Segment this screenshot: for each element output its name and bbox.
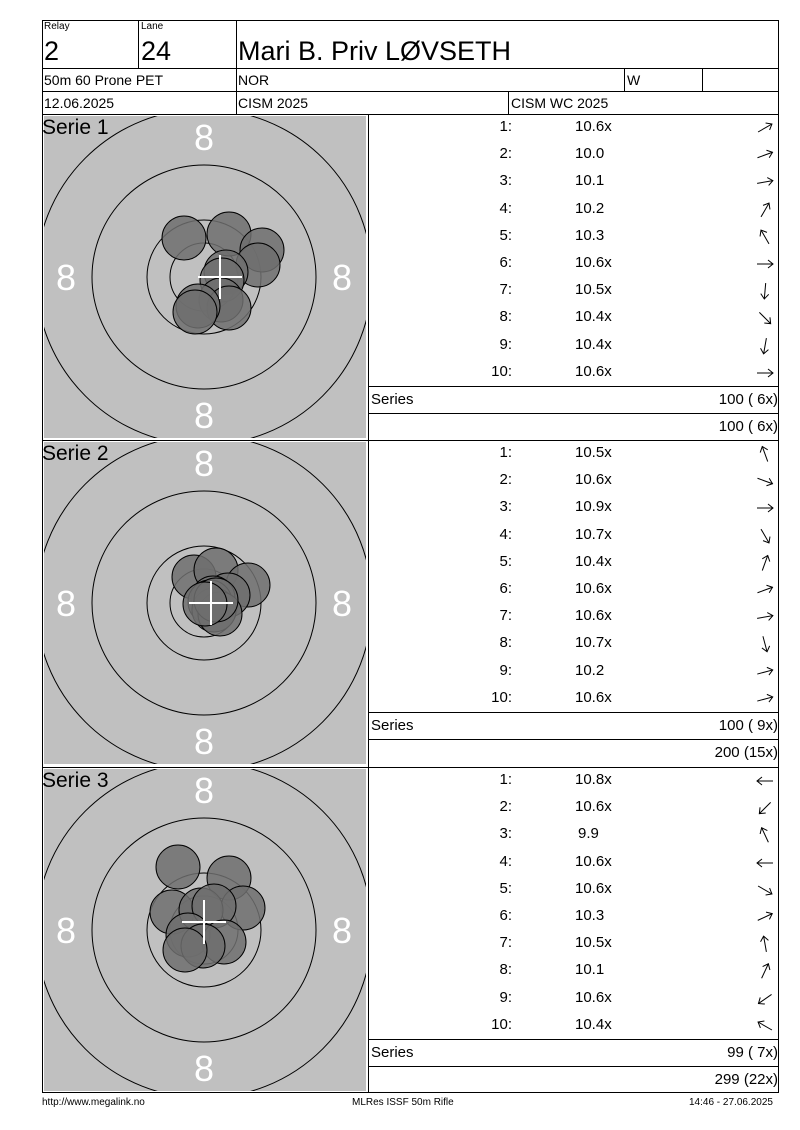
ring-number: 8 xyxy=(193,770,215,811)
shot-hole xyxy=(163,928,207,972)
shot-direction-arrow-icon xyxy=(756,499,774,517)
shot-number: 1: xyxy=(499,771,512,788)
divider xyxy=(368,1039,779,1040)
shot-score: 10.6x xyxy=(575,988,612,1006)
series-total: 100 ( 6x) xyxy=(718,391,778,408)
shot-direction-arrow-icon xyxy=(756,962,774,980)
shot-number: 7: xyxy=(499,607,512,625)
series-row-label: Series xyxy=(371,717,414,734)
shot-number: 10: xyxy=(491,362,512,380)
ring-number: 8 xyxy=(55,257,77,298)
shot-number: 3: xyxy=(499,172,512,190)
running-total: 299 (22x) xyxy=(714,1071,778,1088)
shot-direction-arrow-icon xyxy=(756,527,774,545)
shot-score: 10.6x xyxy=(575,798,612,816)
shot-number: 4: xyxy=(499,199,512,217)
shot-score: 10.6x xyxy=(575,362,612,380)
shot-direction-arrow-icon xyxy=(756,119,774,137)
shot-direction-arrow-icon xyxy=(756,581,774,599)
ring-number: 8 xyxy=(331,910,353,951)
date: 12.06.2025 xyxy=(44,95,115,111)
shot-score: 10.9x xyxy=(575,498,612,516)
series-row-label: Series xyxy=(371,391,414,408)
lane-label: Lane xyxy=(141,21,164,32)
shot-score: 10.6x xyxy=(575,879,612,897)
target-2 xyxy=(44,442,366,762)
shot-direction-arrow-icon xyxy=(756,854,774,872)
footer-software: MLRes ISSF 50m Rifle xyxy=(352,1097,454,1108)
shot-number: 9: xyxy=(499,988,512,1006)
relay-value: 2 xyxy=(44,36,60,66)
shot-direction-arrow-icon xyxy=(756,282,774,300)
running-total: 100 ( 6x) xyxy=(718,418,778,435)
ring-number: 8 xyxy=(193,117,215,158)
shot-number: 3: xyxy=(499,498,512,516)
athlete-name: Mari B. Priv LØVSETH xyxy=(238,36,512,66)
ring-number: 8 xyxy=(193,721,215,762)
competition-name: CISM 2025 xyxy=(238,95,309,111)
footer-timestamp: 14:46 - 27.06.2025 xyxy=(689,1097,773,1108)
divider xyxy=(368,413,779,414)
shot-score: 9.9 xyxy=(578,825,599,843)
shot-score: 10.5x xyxy=(575,934,612,952)
shot-score: 10.7x xyxy=(575,634,612,652)
shot-score: 10.1 xyxy=(575,172,605,190)
shot-number: 5: xyxy=(499,879,512,897)
shot-number: 4: xyxy=(499,525,512,543)
shot-direction-arrow-icon xyxy=(756,1017,774,1035)
shot-direction-arrow-icon xyxy=(756,881,774,899)
shot-score: 10.2 xyxy=(575,199,605,217)
shot-number: 5: xyxy=(499,226,512,244)
gender: W xyxy=(627,72,641,88)
shot-direction-arrow-icon xyxy=(756,309,774,327)
ring-number: 8 xyxy=(193,1048,215,1089)
shot-number: 2: xyxy=(499,145,512,163)
shot-score: 10.2 xyxy=(575,661,605,679)
shot-direction-arrow-icon xyxy=(756,228,774,246)
divider xyxy=(368,739,779,740)
shot-number: 6: xyxy=(499,254,512,271)
shot-number: 2: xyxy=(499,798,512,816)
relay-label: Relay xyxy=(44,21,70,32)
running-total: 200 (15x) xyxy=(714,744,778,761)
nation: NOR xyxy=(238,72,270,88)
target-face xyxy=(44,769,366,1091)
shot-score: 10.4x xyxy=(575,335,612,353)
ring-number: 8 xyxy=(193,395,215,436)
shot-direction-arrow-icon xyxy=(756,799,774,817)
shot-score: 10.3 xyxy=(575,907,605,924)
divider xyxy=(42,767,779,768)
shot-score: 10.3 xyxy=(575,226,605,244)
shot-number: 5: xyxy=(499,552,512,570)
shot-number: 6: xyxy=(499,580,512,597)
shot-direction-arrow-icon xyxy=(756,935,774,953)
ring-number: 8 xyxy=(193,443,215,484)
shot-number: 10: xyxy=(491,1015,512,1033)
shot-score: 10.6x xyxy=(575,688,612,706)
target-face xyxy=(44,116,366,438)
shot-number: 1: xyxy=(499,444,512,461)
shot-score: 10.8x xyxy=(575,771,612,788)
match-name: CISM WC 2025 xyxy=(511,95,609,111)
shot-number: 3: xyxy=(499,825,512,843)
shot-hole xyxy=(173,290,217,334)
shot-number: 1: xyxy=(499,118,512,135)
shot-hole xyxy=(162,216,206,260)
shot-direction-arrow-icon xyxy=(756,146,774,164)
target-1 xyxy=(44,116,366,436)
divider xyxy=(368,1066,779,1067)
ring-number: 8 xyxy=(331,583,353,624)
target-face xyxy=(44,442,366,764)
series-total: 100 ( 9x) xyxy=(718,717,778,734)
divider xyxy=(138,20,139,68)
shot-score: 10.1 xyxy=(575,961,605,979)
shot-direction-arrow-icon xyxy=(756,772,774,790)
shot-direction-arrow-icon xyxy=(756,173,774,191)
lane-value: 24 xyxy=(141,36,172,66)
shot-direction-arrow-icon xyxy=(756,337,774,355)
divider xyxy=(702,68,703,91)
divider xyxy=(42,91,779,92)
divider xyxy=(42,440,779,441)
shot-number: 8: xyxy=(499,634,512,652)
divider xyxy=(42,68,779,69)
ring-number: 8 xyxy=(331,257,353,298)
divider xyxy=(368,712,779,713)
shot-score: 10.6x xyxy=(575,852,612,870)
divider xyxy=(236,20,237,114)
shot-score: 10.5x xyxy=(575,444,612,461)
series-row-label: Series xyxy=(371,1044,414,1061)
shot-score: 10.4x xyxy=(575,308,612,326)
divider xyxy=(42,114,779,115)
shot-direction-arrow-icon xyxy=(756,690,774,708)
shot-number: 8: xyxy=(499,961,512,979)
shot-number: 4: xyxy=(499,852,512,870)
divider xyxy=(368,114,369,1093)
shot-direction-arrow-icon xyxy=(756,554,774,572)
target-3 xyxy=(44,769,366,1089)
shot-number: 7: xyxy=(499,934,512,952)
shot-score: 10.7x xyxy=(575,525,612,543)
shot-number: 7: xyxy=(499,281,512,299)
shot-score: 10.6x xyxy=(575,580,612,597)
divider xyxy=(508,91,509,114)
shot-hole xyxy=(156,845,200,889)
shot-direction-arrow-icon xyxy=(756,826,774,844)
divider xyxy=(368,386,779,387)
ring-number: 8 xyxy=(55,583,77,624)
shot-number: 10: xyxy=(491,688,512,706)
shot-score: 10.6x xyxy=(575,607,612,625)
shot-direction-arrow-icon xyxy=(756,201,774,219)
shot-direction-arrow-icon xyxy=(756,663,774,681)
divider xyxy=(624,68,625,91)
shot-score: 10.4x xyxy=(575,1015,612,1033)
shot-direction-arrow-icon xyxy=(756,445,774,463)
shot-direction-arrow-icon xyxy=(756,255,774,273)
shot-direction-arrow-icon xyxy=(756,908,774,926)
shot-score: 10.6x xyxy=(575,254,612,271)
shot-score: 10.0 xyxy=(575,145,605,163)
shot-score: 10.6x xyxy=(575,471,612,489)
shot-direction-arrow-icon xyxy=(756,472,774,490)
ring-number: 8 xyxy=(55,910,77,951)
serie-label: Serie 3 xyxy=(42,769,109,792)
shot-number: 8: xyxy=(499,308,512,326)
shot-direction-arrow-icon xyxy=(756,635,774,653)
shot-score: 10.4x xyxy=(575,552,612,570)
shot-number: 9: xyxy=(499,335,512,353)
serie-label: Serie 2 xyxy=(42,442,109,465)
event-name: 50m 60 Prone PET xyxy=(44,72,164,88)
shot-number: 6: xyxy=(499,907,512,924)
shot-direction-arrow-icon xyxy=(756,608,774,626)
series-total: 99 ( 7x) xyxy=(727,1044,778,1061)
shot-direction-arrow-icon xyxy=(756,990,774,1008)
serie-label: Serie 1 xyxy=(42,116,109,139)
shot-score: 10.6x xyxy=(575,118,612,135)
shot-number: 9: xyxy=(499,661,512,679)
shot-number: 2: xyxy=(499,471,512,489)
shot-score: 10.5x xyxy=(575,281,612,299)
footer-url[interactable]: http://www.megalink.no xyxy=(42,1097,145,1108)
shot-direction-arrow-icon xyxy=(756,364,774,382)
